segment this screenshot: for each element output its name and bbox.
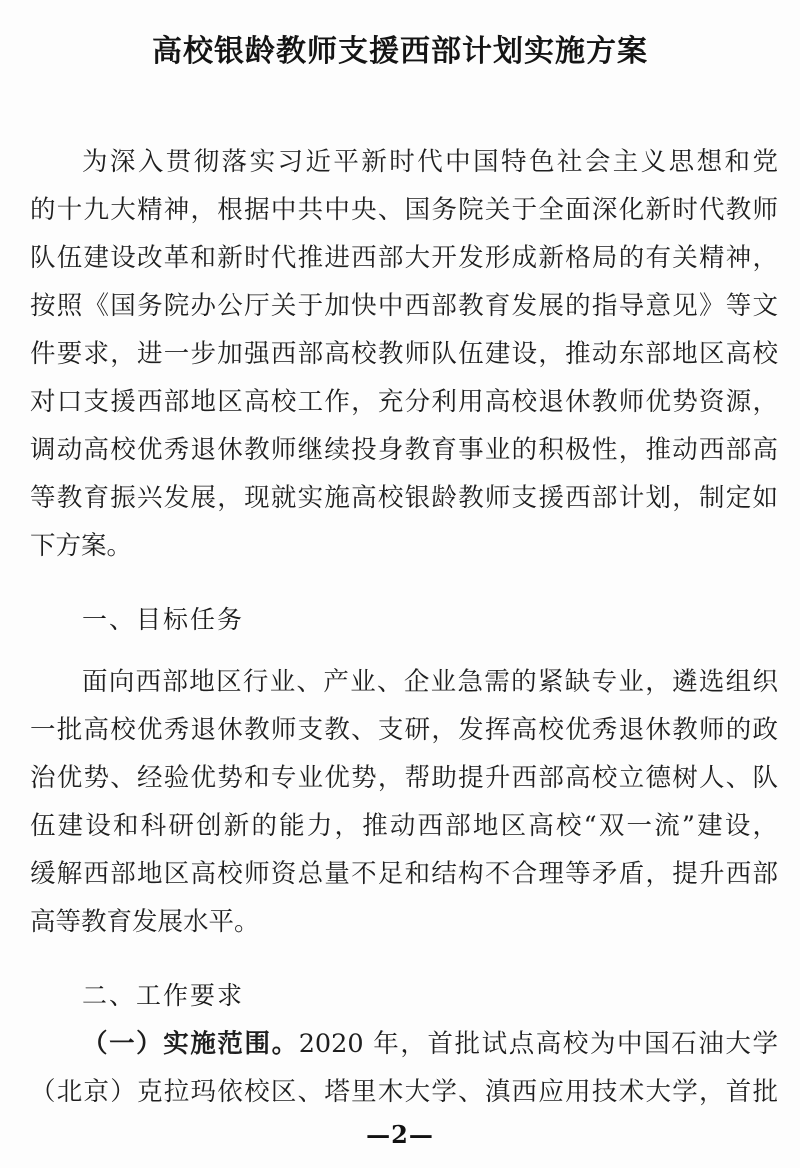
paragraph-line: 队伍建设改革和新时代推进西部大开发形成新格局的有关精神， [30, 243, 778, 273]
page-number: —2— [366, 1120, 434, 1149]
section-heading: 二、工作要求 [82, 981, 245, 1010]
paragraph-line: 的十九大精神，根据中共中央、国务院关于全面深化新时代教师 [30, 195, 778, 225]
document-title: 高校银龄教师支援西部计划实施方案 [152, 34, 648, 69]
paragraph-line: 面向西部地区行业、产业、企业急需的紧缺专业，遴选组织 [82, 667, 778, 697]
paragraph-line: 缓解西部地区高校师资总量不足和结构不合理等矛盾，提升西部 [30, 859, 778, 889]
paragraph-line: 下方案。 [30, 531, 133, 561]
subsection-line [82, 1024, 778, 1064]
paragraph-line: 调动高校优秀退休教师继续投身教育事业的积极性，推动西部高 [30, 435, 778, 465]
paragraph-line: 为深入贯彻落实习近平新时代中国特色社会主义思想和党 [82, 147, 778, 177]
paragraph-line: （北京）克拉玛依校区、塔里木大学、滇西应用技术大学，首批 [30, 1077, 778, 1107]
paragraph-line: 等教育振兴发展，现就实施高校银龄教师支援西部计划，制定如 [30, 483, 778, 513]
section-heading: 一、目标任务 [82, 605, 245, 634]
subsection-lead: （一）实施范围。 [82, 1029, 299, 1059]
paragraph-line: 治优势、经验优势和专业优势，帮助提升西部高校立德树人、队 [30, 763, 778, 793]
paragraph-line: 件要求，进一步加强西部高校教师队伍建设，推动东部地区高校 [30, 339, 778, 369]
paragraph-line: 一批高校优秀退休教师支教、支研，发挥高校优秀退休教师的政 [30, 715, 778, 745]
subsection-text: 2020 年，首批试点高校为中国石油大学 [298, 1029, 778, 1059]
paragraph-line: 对口支援西部地区高校工作，充分利用高校退休教师优势资源， [30, 387, 778, 417]
paragraph-line: 高等教育发展水平。 [30, 907, 260, 937]
paragraph-line: 伍建设和科研创新的能力，推动西部地区高校“双一流”建设， [30, 811, 778, 841]
paragraph-line: 按照《国务院办公厅关于加快中西部教育发展的指导意见》等文 [30, 291, 778, 321]
